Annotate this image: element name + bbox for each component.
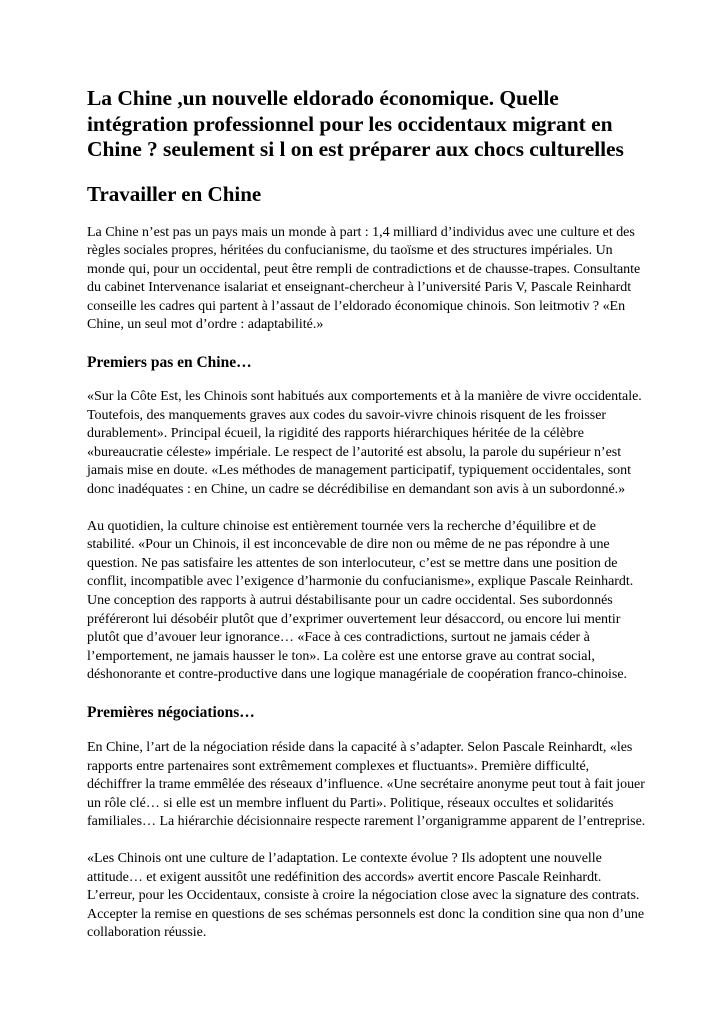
intro-paragraph: La Chine n’est pas un pays mais un monde à part : 1,4 milliard d’individus avec une culture et des règles sociales propres, héritées du confucianisme, du taoïsme et des structures impériales. Un monde qui, pour un occidental, peut être rempli de contradictions et de chausse-trapes. Consultante du cabinet Intervenance isalariat et enseignant-chercheur à l’université Paris V, Pascale Reinhardt conseille les cadres qui partent à l’assaut de l’eldorado économique chinois. Son leitmotiv ? «En Chine, un seul mot d’ordre : adaptabilité.» bbox=[87, 224, 641, 333]
section-heading: Travailler en Chine bbox=[87, 181, 262, 206]
paragraph: «Les Chinois ont une culture de l’adaptation. Le contexte évolue ? Ils adoptent une nouvelle attitude… et exigent aussitôt une redéfinition des accords» avertit encore Pascale Reinhardt. L’erreur, pour les Occidentaux, consiste à croire la négociation close avec la signature des contrats. Accepter la remise en questions de ses schémas personnels est donc la condition sine qua non d’une collaboration réussie. bbox=[87, 850, 645, 941]
paragraph: En Chine, l’art de la négociation réside dans la capacité à s’adapter. Selon Pascale Reinhardt, «les rapports entre partenaires sont extrêmement complexes et fluctuants». Première difficulté, déchiffrer la trame emmêlée des réseaux d’influence. «Une secrétaire anonyme peut tout à fait jouer un rôle clé… si elle est un membre influent du Parti». Politique, réseaux occultes et solidarités familiales… La hiérarchie décisionnaire respecte rarement l’organigramme apparent de l’entreprise. bbox=[87, 739, 646, 830]
subsection-heading-negociations: Premières négociations… bbox=[87, 703, 255, 721]
document-title: La Chine ,un nouvelle eldorado économique. Quelle intégration professionnel pour les occidentaux migrant en Chine ? seulement si l on est préparer aux chocs culturelles bbox=[87, 86, 624, 161]
paragraph: «Sur la Côte Est, les Chinois sont habitués aux comportements et à la manière de vivre occidentale. Toutefois, des manquements graves aux codes du savoir-vivre chinois risquent de les froisser durablement». Principal écueil, la rigidité des rapports hiérarchiques héritée de la célèbre «bureaucratie céleste» impériale. Le respect de l’autorité est absolu, la parole du supérieur n’est jamais mise en doute. «Les méthodes de management participatif, typiquement occidentales, sont donc inadéquates : en Chine, un cadre se décrédibilise en demandant son avis à un subordonné.» bbox=[87, 389, 642, 498]
document-page bbox=[87, 86, 647, 943]
subsection-heading-premiers-pas: Premiers pas en Chine… bbox=[87, 354, 252, 372]
paragraph: Au quotidien, la culture chinoise est entièrement tournée vers la recherche d’équilibre et de stabilité. «Pour un Chinois, il est inconcevable de dire non ou même de ne pas répondre à une question. Ne pas satisfaire les attentes de son interlocuteur, c’est se mettre dans une position de conflit, incompatible avec l’exigence d’harmonie du confucianisme», explique Pascale Reinhardt. Une conception des rapports à autrui déstabilisante pour un cadre occidental. Ses subordonnés préféreront lui désobéir plutôt que d’exprimer ouvertement leur désaccord, ou encore lui mentir plutôt que d’avouer leur ignorance… «Face à ces contradictions, surtout ne jamais céder à l’emportement, ne jamais hausser le ton». La colère est une entorse grave au contrat social, déshonorante et contre-productive dans une logique managériale de coopération franco-chinoise. bbox=[87, 518, 634, 683]
